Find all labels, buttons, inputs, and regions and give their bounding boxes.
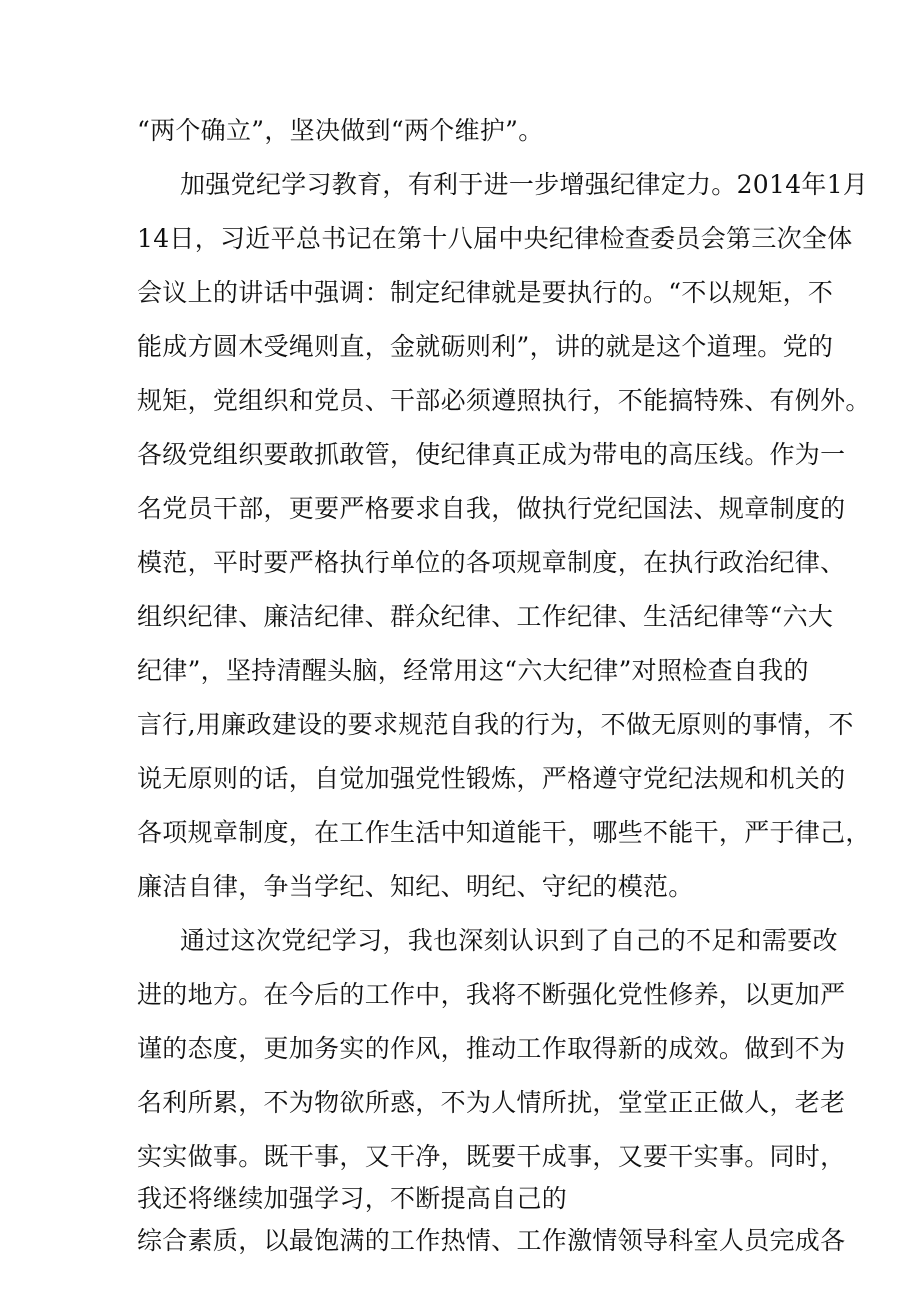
text-line: 模范，平时要严格执行单位的各项规章制度，在执行政治纪律、 [137,548,846,577]
text-line: 加强党纪学习教育，有利于进一步增强纪律定力。2014年1月 [180,170,869,199]
text-line: 各项规章制度，在工作生活中知道能干，哪些不能干，严于律己， [137,818,871,847]
text-line: “两个确立”，坚决做到“两个维护”。 [137,116,544,145]
text-line: 各级党组织要敢抓敢管，使纪律真正成为带电的高压线。作为一 [137,440,846,469]
text-line: 14日，习近平总书记在第十八届中央纪律检查委员会第三次全体 [137,224,853,253]
text-line: 廉洁自律，争当学纪、知纪、明纪、守纪的模范。 [137,872,694,901]
text-line: 综合素质，以最饱满的工作热情、工作激情领导科室人员完成各 [137,1226,846,1255]
text-line: 言行,用廉政建设的要求规范自我的行为，不做无原则的事情，不 [137,710,854,739]
text-line: 名利所累，不为物欲所惑，不为人情所扰，堂堂正正做人，老老 [137,1088,846,1117]
text-line: 进的地方。在今后的工作中，我将不断强化党性修养，以更加严 [137,980,846,1009]
text-line: 组织纪律、廉洁纪律、群众纪律、工作纪律、生活纪律等“六大 [137,602,834,631]
text-line: 能成方圆木受绳则直，金就砺则利”，讲的就是这个道理。党的 [137,332,834,361]
text-line: 会议上的讲话中强调：制定纪律就是要执行的。“不以规矩，不 [137,278,834,307]
text-line: 名党员干部，更要严格要求自我，做执行党纪国法、规章制度的 [137,494,846,523]
text-line: 说无原则的话，自觉加强党性锻炼，严格遵守党纪法规和机关的 [137,764,846,793]
text-line: 通过这次党纪学习，我也深刻认识到了自己的不足和需要改 [180,926,838,955]
text-line: 我还将继续加强学习，不断提高自己的 [137,1184,568,1213]
text-line: 纪律”，坚持清醒头脑，经常用这“六大纪律”对照检查自我的 [137,656,809,685]
text-line: 规矩，党组织和党员、干部必须遵照执行，不能搞特殊、有例外。 [137,386,871,415]
text-line: 谨的态度，更加务实的作风，推动工作取得新的成效。做到不为 [137,1034,846,1063]
text-line: 实实做事。既干事，又干净，既要干成事，又要干实事。同时， [137,1142,846,1171]
